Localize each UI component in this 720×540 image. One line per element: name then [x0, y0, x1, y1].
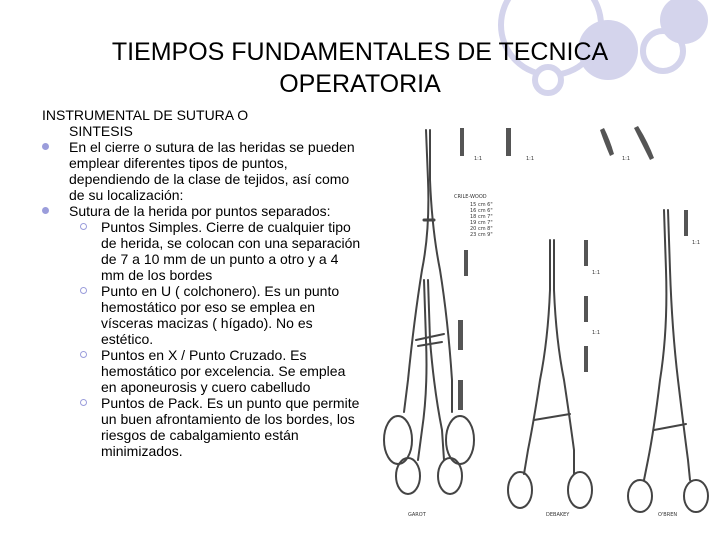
section-heading-line: INSTRUMENTAL DE SUTURA O [42, 107, 249, 123]
list-item [42, 203, 362, 219]
list-item-text: Sutura de la herida por puntos separados: [69, 203, 331, 219]
scale-label: 1:1 [526, 156, 535, 162]
slide-body [42, 107, 362, 459]
ring-bullet-icon [80, 287, 87, 294]
figure-label: CRILE-WOOD [454, 194, 487, 200]
instrument-name-label: DEBAKEY [546, 512, 570, 518]
instrument-name-label: O'BREN [658, 512, 678, 518]
figure-size-label: 19 cm 7" [470, 220, 493, 226]
scale-label: 1:1 [592, 270, 601, 276]
sub-list-item [42, 395, 362, 459]
figure-size-label: 15 cm 6" [470, 202, 493, 208]
scale-label: 1:1 [692, 240, 701, 246]
needle-holder-middle [508, 240, 592, 508]
ring-bullet-icon [80, 223, 87, 230]
needle-holder-right [628, 210, 708, 512]
decorative-circle [660, 0, 708, 44]
ring-bullet-icon [80, 399, 87, 406]
sub-list-item-text: Puntos Simples. Cierre de cualquier tipo de herida, se colocan con una separación de 7 a 10 mm de un punto a otro y a 4 mm de los bordes [101, 219, 361, 283]
list-item [42, 139, 362, 203]
figure-size-label: 16 cm 6" [470, 208, 493, 214]
scale-label: 1:1 [592, 330, 601, 336]
sub-list-item-text: Punto en U ( colchonero). Es un punto hemostático por eso se emplea en vísceras macizas ( hígado). No es estético. [101, 283, 340, 347]
bullet-icon [42, 143, 49, 150]
sub-list-item-text: Puntos de Pack. Es un punto que permite un buen afrontamiento de los bordes, los riesgos de cabalgamiento están minimizados. [101, 395, 360, 459]
scale-label: 1:1 [622, 156, 631, 162]
ring-bullet-icon [80, 351, 87, 358]
figure-size-label: 20 cm 8" [470, 226, 493, 232]
sub-list-item-text: Puntos en X / Punto Cruzado. Es hemostático por excelencia. Se emplea en aponeurosis y cuero cabelludo [101, 347, 346, 395]
scale-label: 1:1 [474, 156, 483, 162]
list-item-text: En el cierre o sutura de las heridas se pueden emplear diferentes tipos de puntos, dependiendo de la clase de tejidos, así como de su localización: [69, 139, 355, 203]
sub-list-item [42, 283, 362, 347]
bullet-icon [42, 207, 49, 214]
section-heading [42, 107, 362, 139]
needle-holders-illustration [378, 120, 720, 520]
sub-list-item [42, 219, 362, 283]
instrument-name-label: GAROT [408, 512, 426, 518]
sub-list-item [42, 347, 362, 395]
slide-title: TIEMPOS FUNDAMENTALES DE TECNICA OPERATORIA [111, 38, 609, 98]
section-heading-line: SINTESIS [69, 123, 133, 139]
figure-size-label: 18 cm 7" [470, 214, 493, 220]
figure-size-label: 23 cm 9" [470, 232, 493, 238]
